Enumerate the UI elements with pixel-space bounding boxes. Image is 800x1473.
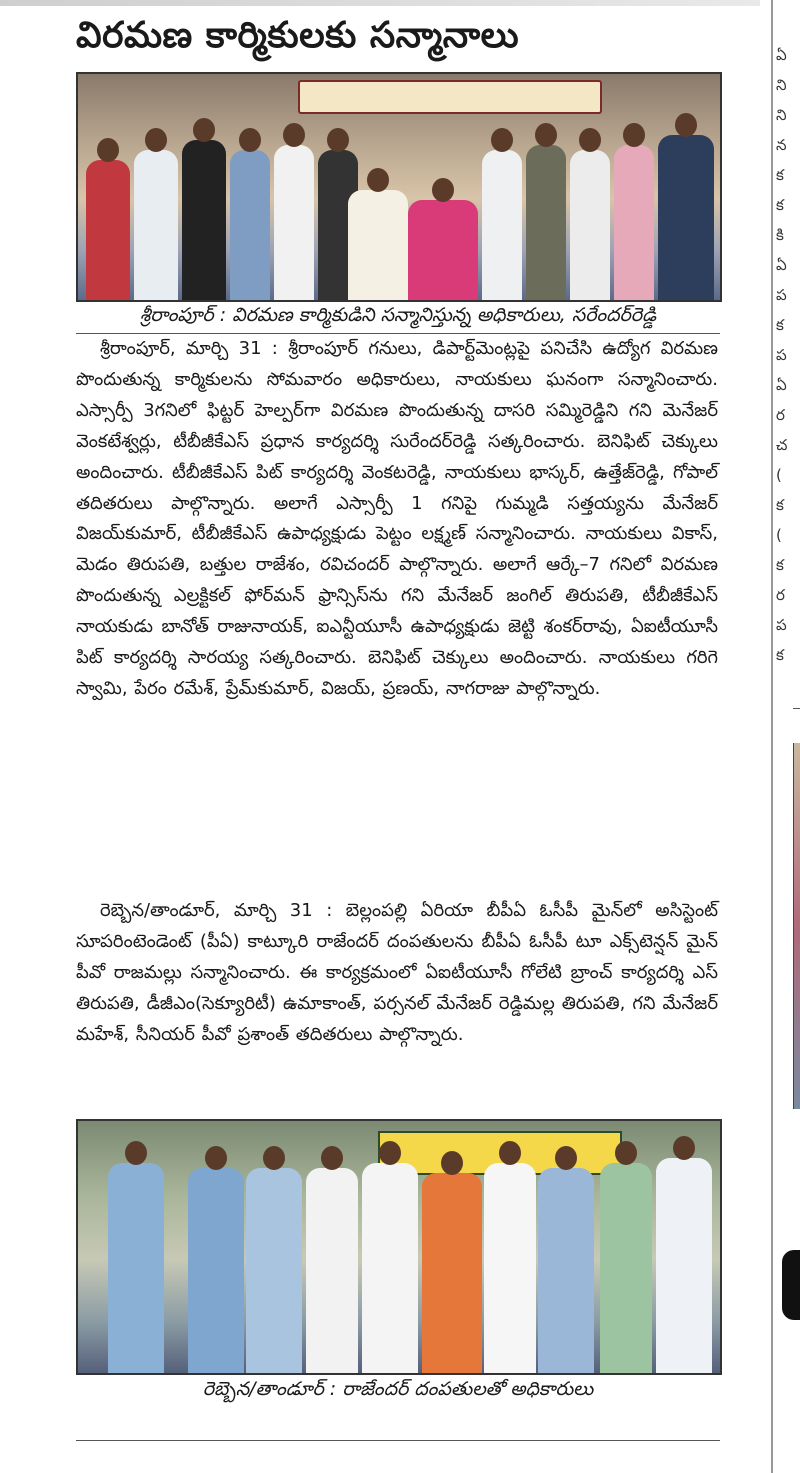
adjacent-char: ( bbox=[776, 526, 782, 544]
photo-person bbox=[600, 1163, 652, 1373]
adjacent-char: ( bbox=[776, 466, 782, 484]
photo-person bbox=[656, 1158, 712, 1373]
article-photo-rebbena bbox=[76, 1119, 722, 1375]
photo-person-seated bbox=[408, 200, 478, 300]
photo-person bbox=[570, 150, 610, 300]
photo-person-seated bbox=[348, 190, 408, 300]
previous-article-edge bbox=[0, 0, 760, 6]
article-photo-sriramapur bbox=[76, 72, 722, 302]
article-end-rule bbox=[76, 1440, 720, 1441]
adjacent-char: ర bbox=[776, 586, 785, 604]
adjacent-char: క bbox=[776, 196, 784, 214]
photo-banner bbox=[298, 80, 602, 114]
photo-person bbox=[274, 145, 314, 300]
adjacent-char: క bbox=[776, 166, 784, 184]
photo-person bbox=[538, 1168, 594, 1373]
adjacent-char: క bbox=[776, 496, 784, 514]
photo-person bbox=[658, 135, 714, 300]
photo-person bbox=[134, 150, 178, 300]
adjacent-char: ప bbox=[776, 286, 787, 304]
adjacent-char: చ bbox=[776, 436, 788, 454]
photo-person bbox=[188, 1168, 244, 1373]
adjacent-column-text bbox=[776, 40, 800, 670]
adjacent-char: ర bbox=[776, 406, 785, 424]
adjacent-char: ప bbox=[776, 346, 787, 364]
adjacent-char: ఏ bbox=[776, 376, 787, 394]
article-paragraph: శ్రీరాంపూర్, మార్చి 31 : శ్రీరాంపూర్ గనులు, డిపార్ట్‌మెంట్లపై పనిచేసి ఉద్యోగ విరమణ పొందుతున్న కార్మికులను సోమవారం అధికారులు, నాయకులు ఘనంగా సన్మానించారు. ఎస్సార్పీ 3గనిలో ఫిట్టర్ హెల్పర్‌గా విరమణ పొందుతున్న దాసరి సమ్మిరెడ్డిని గని మెనేజర్ వెంకటేశ్వర్లు, టీబీజీకేఎస్ ప్రధాన కార్యదర్శి సురేందర్‌రెడ్డి సత్కరించారు. బెనిఫిట్ చెక్కులు అందించారు. టీబీజీకేఎస్ పిట్ కార్యదర్శి వెంకటరెడ్డి, నాయకులు భాస్కర్, ఉత్తేజ్‌రెడ్డి, గోపాల్ తదితరులు పాల్గొన్నారు. అలాగే ఎస్సార్పీ 1 గనిపై గుమ్మడి సత్తయ్యను మేనేజర్ విజయ్‌కుమార్, టీబీజీకేఎస్ ఉపాధ్యక్షుడు పెట్టం లక్ష్మణ్ సన్మానించారు. నాయకులు వికాస్, మెడం తిరుపతి, బత్తుల రాజేశం, రవిచందర్ పాల్గొన్నారు. అలాగే ఆర్కే–7 గనిలో విరమణ పొందుతున్న ఎల్రక్టికల్ ఫోర్‌మన్ ఫ్రాన్సిస్‌ను గని మేనేజర్ జంగిల్ తిరుపతి, టీబీజీకేఎస్ నాయకుడు బానోత్ రాజునాయక్, ఐఎన్టీయూసీ ఉపాధ్యక్షుడు జెట్టి శంకర్‌రావు, ఏఐటీయూసీ పిట్ కార్యదర్శి సారయ్య సత్కరించారు. బెనిఫిట్ చెక్కులు అందించారు. నాయకులు గరిగె స్వామి, పేరం రమేశ్, ప్రేమ్‌కుమార్, విజయ్, ప్రణయ్, నాగరాజు పాల్గొన్నారు. bbox=[76, 338, 718, 699]
adjacent-char: ఏ bbox=[776, 46, 787, 64]
adjacent-char: ని bbox=[776, 76, 787, 94]
photo-person bbox=[108, 1163, 164, 1373]
photo-caption: రెబ్బెన/తాండూర్ : రాజేందర్ దంపతులతో అధికారులు bbox=[202, 1378, 594, 1400]
photo-person bbox=[230, 150, 270, 300]
adjacent-char: ని bbox=[776, 106, 787, 124]
column-divider bbox=[771, 0, 773, 1473]
adjacent-char: క bbox=[776, 646, 784, 664]
adjacent-char: కి bbox=[776, 226, 784, 244]
adjacent-rule bbox=[793, 708, 800, 709]
adjacent-char: క bbox=[776, 556, 784, 574]
adjacent-headline-fragment bbox=[782, 1250, 800, 1320]
photo-person bbox=[306, 1168, 358, 1373]
adjacent-char: క bbox=[776, 316, 784, 334]
adjacent-photo-edge bbox=[793, 743, 800, 1109]
photo-person bbox=[246, 1168, 302, 1373]
photo-person bbox=[526, 145, 566, 300]
adjacent-char: ప bbox=[776, 616, 787, 634]
photo-person bbox=[86, 160, 130, 300]
article-headline: విరమణ కార్మికులకు సన్మానాలు bbox=[76, 15, 520, 56]
photo-caption: శ్రీరాంపూర్ : విరమణ కార్మికుడిని సన్మానిస్తున్న అధికారులు, సరేందర్‌రెడ్డి bbox=[139, 304, 657, 326]
photo-person bbox=[422, 1173, 482, 1373]
adjacent-char: న bbox=[776, 136, 787, 154]
photo-person bbox=[482, 150, 522, 300]
photo-person bbox=[182, 140, 226, 300]
photo-person bbox=[484, 1163, 536, 1373]
adjacent-char: ఏ bbox=[776, 256, 787, 274]
photo-person bbox=[614, 145, 654, 300]
photo-person bbox=[362, 1163, 418, 1373]
article-paragraph: రెబ్బెన/తాండూర్, మార్చి 31 : బెల్లంపల్లి ఏరియా బీపీఏ ఓసీపీ మైన్‌లో అసిస్టెంట్ సూపరింటెండెంట్ (పీఏ) కాట్కూరి రాజేందర్ దంపతులను బీపీఏ ఓసీపీ టూ ఎక్స్‌టెన్షన్ మైన్ పీవో రాజమల్లు సన్మానించారు. ఈ కార్యక్రమంలో ఏఐటీయూసీ గోలేటి బ్రాంచ్ కార్యదర్శి ఎస్ తిరుపతి, డీజీఎం(సెక్యూరిటీ) ఉమాకాంత్, పర్సనల్ మేనేజర్ రెడ్డిమల్ల తిరుపతి, గని మేనేజర్ మహేశ్, సీనియర్ పీవో ప్రశాంత్ తదితరులు పాల్గొన్నారు. bbox=[76, 900, 718, 1045]
